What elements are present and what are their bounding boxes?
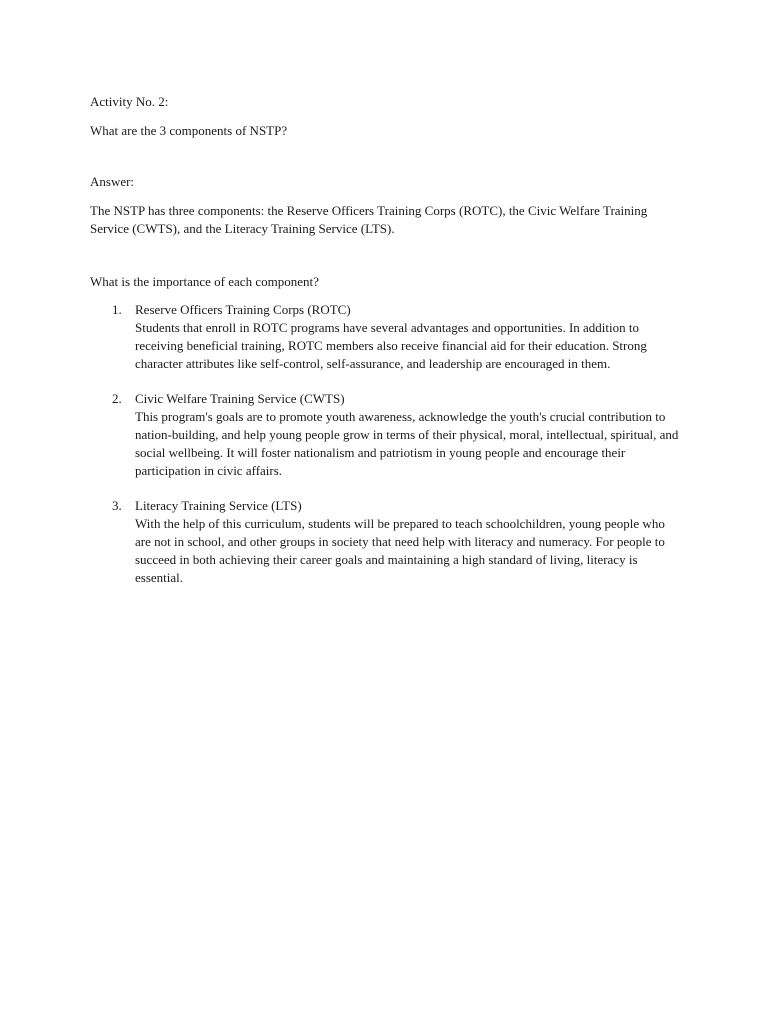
list-item-lts xyxy=(90,497,680,587)
component-description: With the help of this curriculum, students will be prepared to teach schoolchildren, young people who are not in school, and other groups in society that need help with literacy and numeracy. For people to succeed in both achieving their career goals and maintaining a high standard of living, literacy is essential. xyxy=(135,516,665,585)
answer-label: Answer: xyxy=(90,174,135,189)
list-item-cwts xyxy=(90,390,680,480)
document-page xyxy=(90,93,680,604)
components-list xyxy=(90,301,680,587)
answer-text: The NSTP has three components: the Reserve Officers Training Corps (ROTC), the Civic Welfare Training Service (CWTS), and the Literacy Training Service (LTS). xyxy=(90,203,648,236)
question-importance: What is the importance of each component? xyxy=(90,274,319,289)
list-number: 1. xyxy=(112,302,122,317)
question-components: What are the 3 components of NSTP? xyxy=(90,123,288,138)
component-description: This program's goals are to promote youth awareness, acknowledge the youth's crucial contribution to nation-building, and help young people grow in terms of their physical, moral, intellectual, spiritual, and social wellbeing. It will foster nationalism and patriotism in young people and encourage their participation in civic affairs. xyxy=(135,409,679,478)
component-title: Reserve Officers Training Corps (ROTC) xyxy=(135,302,351,317)
component-title: Literacy Training Service (LTS) xyxy=(135,498,302,513)
list-item-rotc xyxy=(90,301,680,373)
list-number: 3. xyxy=(112,498,122,513)
component-title: Civic Welfare Training Service (CWTS) xyxy=(135,391,345,406)
component-description: Students that enroll in ROTC programs have several advantages and opportunities. In addition to receiving beneficial training, ROTC members also receive financial aid for their education. Strong character attributes like self-control, self-assurance, and leadership are encouraged in them. xyxy=(135,320,647,371)
activity-title: Activity No. 2: xyxy=(90,94,169,109)
list-number: 2. xyxy=(112,391,122,406)
